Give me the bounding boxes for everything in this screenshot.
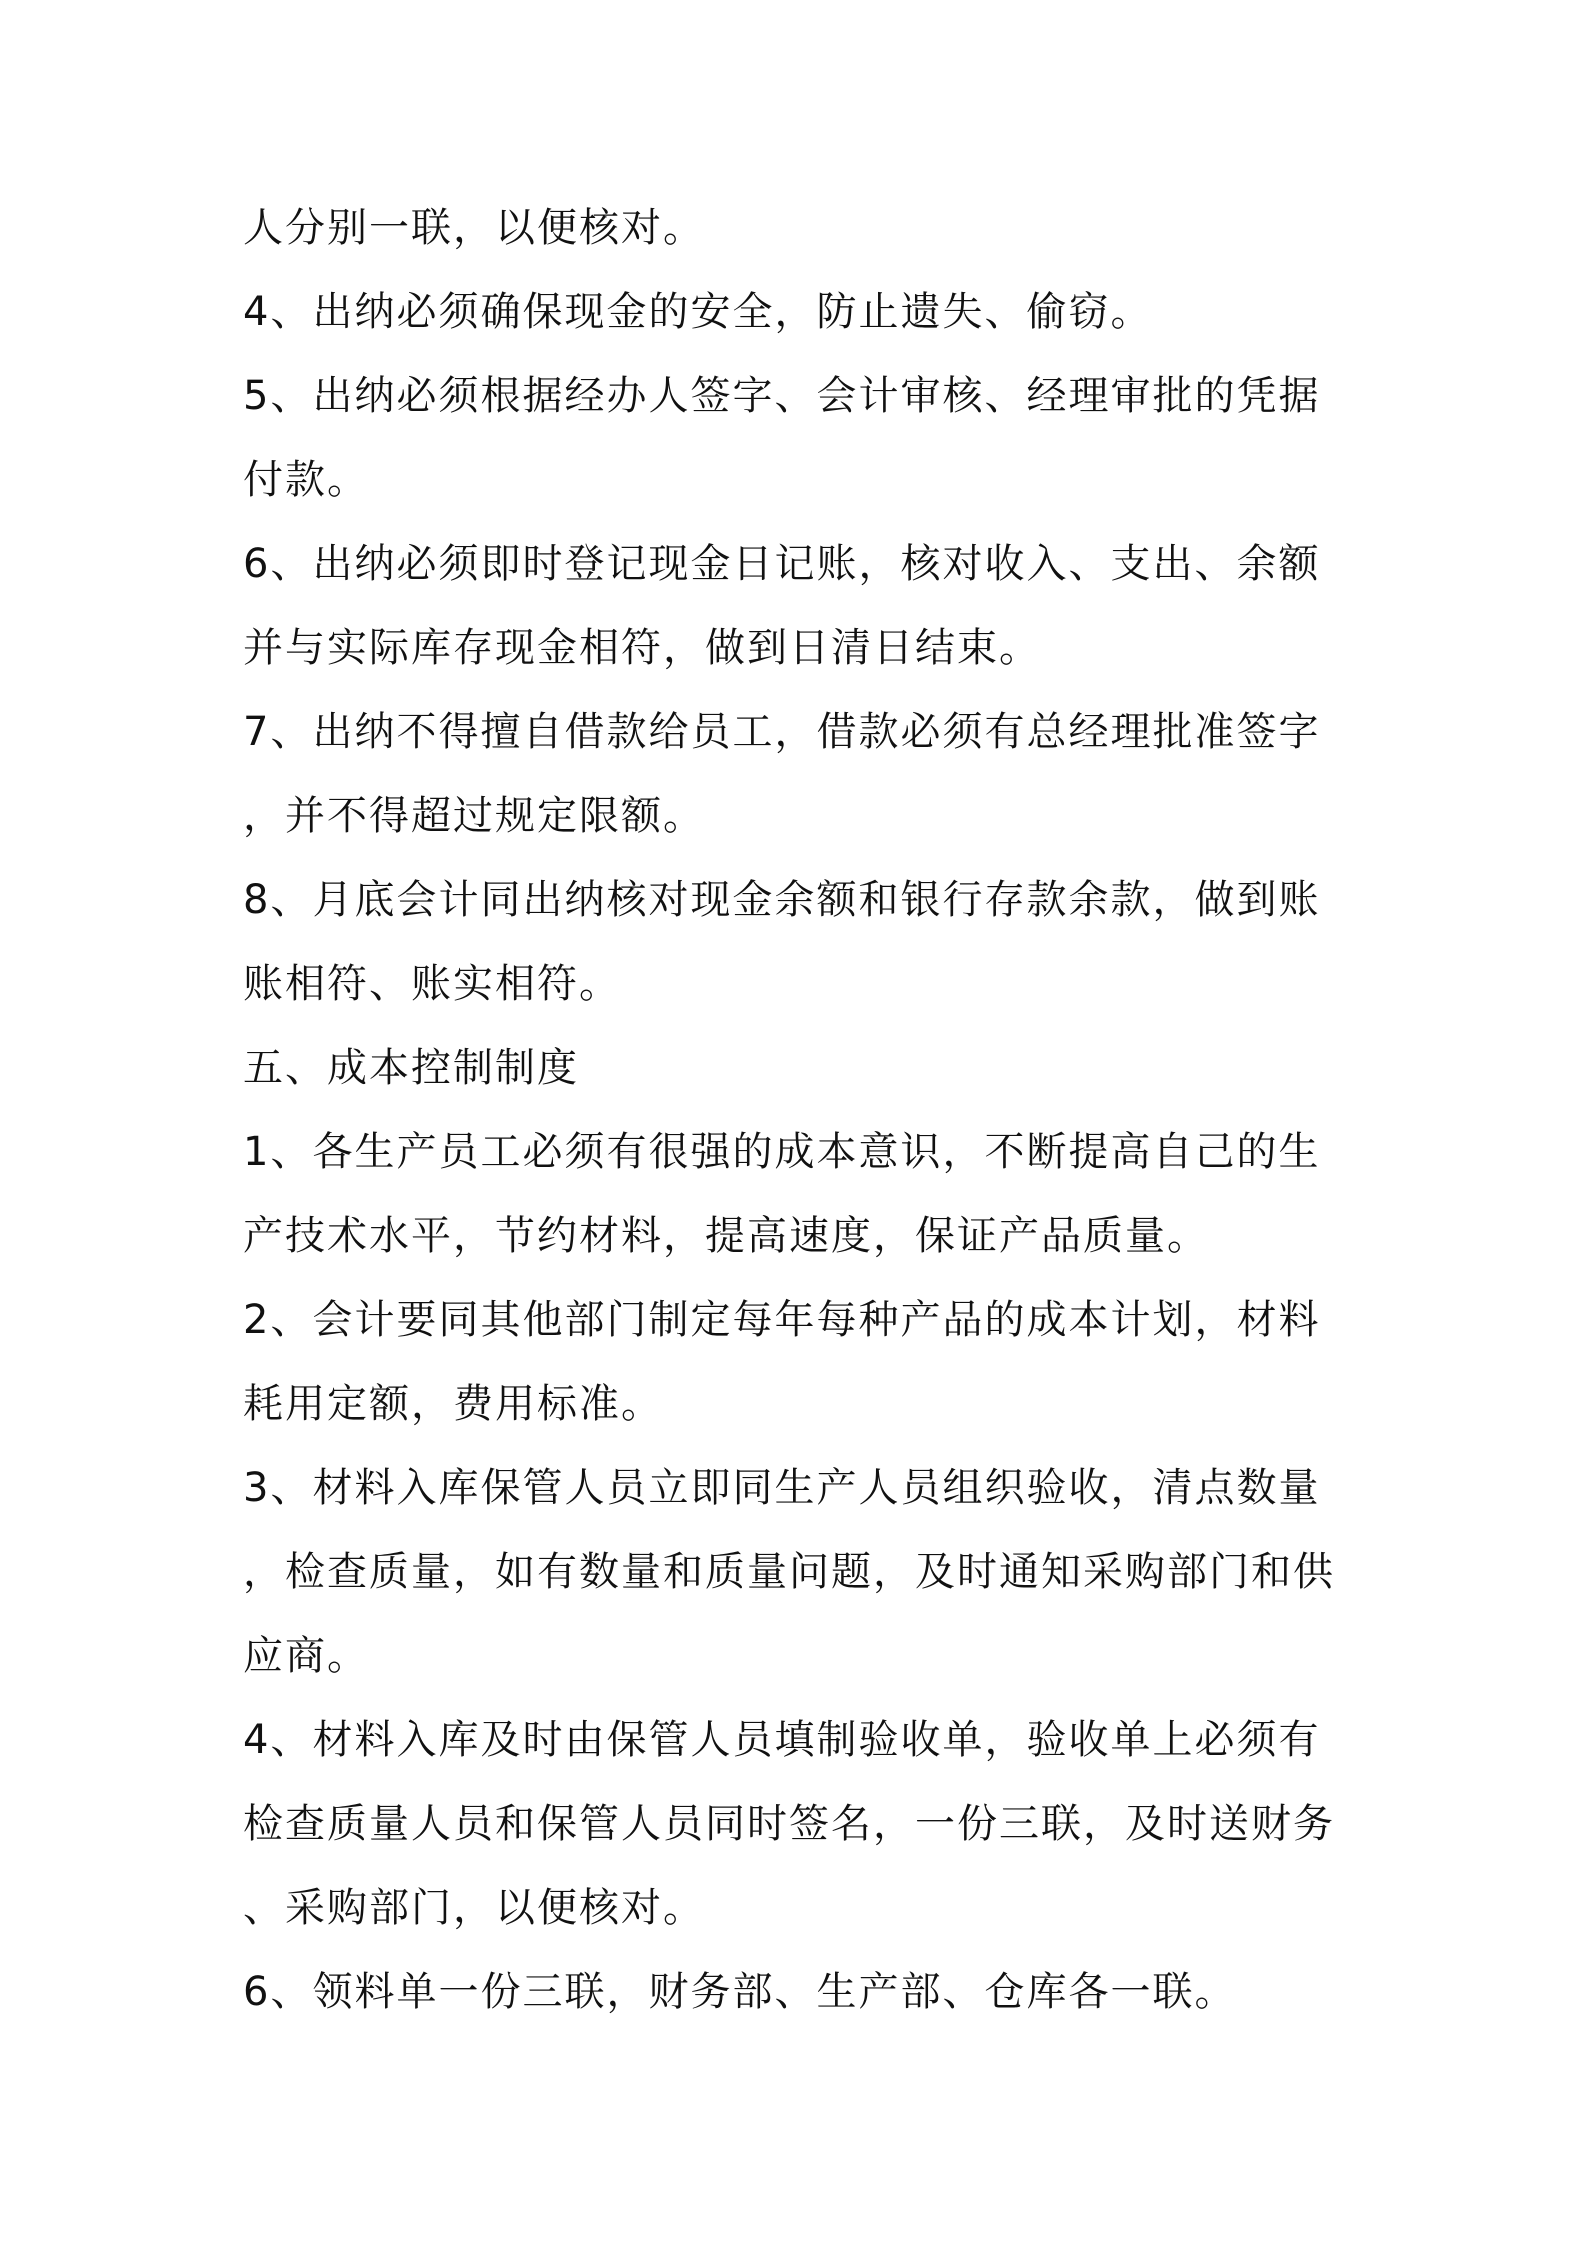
text-line: 6、出纳必须即时登记现金日记账，核对收入、支出、余额 [243,541,1321,587]
text-line: 6、领料单一份三联，财务部、生产部、仓库各一联。 [243,1969,1237,2015]
text-line: 并与实际库存现金相符，做到日清日结束。 [243,625,1041,671]
text-line: 耗用定额，费用标准。 [243,1381,663,1427]
text-line: ，并不得超过规定限额。 [243,793,705,839]
text-line: ，检查质量，如有数量和质量问题，及时通知采购部门和供 [243,1549,1335,1595]
text-line: 8、月底会计同出纳核对现金余额和银行存款余款，做到账 [243,877,1321,923]
text-line: 账相符、账实相符。 [243,961,621,1007]
text-line: 检查质量人员和保管人员同时签名，一份三联，及时送财务 [243,1801,1335,1847]
text-line: 人分别一联，以便核对。 [243,205,705,251]
text-line: 应商。 [243,1633,369,1679]
text-line: 7、出纳不得擅自借款给员工，借款必须有总经理批准签字 [243,709,1321,755]
section-heading: 五、成本控制制度 [243,1045,579,1091]
text-line: 3、材料入库保管人员立即同生产人员组织验收，清点数量 [243,1465,1321,1511]
text-line: 5、出纳必须根据经办人签字、会计审核、经理审批的凭据 [243,373,1321,419]
text-line: 付款。 [243,457,369,503]
text-line: 产技术水平，节约材料，提高速度，保证产品质量。 [243,1213,1209,1259]
text-line: 1、各生产员工必须有很强的成本意识，不断提高自己的生 [243,1129,1321,1175]
text-line: 4、出纳必须确保现金的安全，防止遗失、偷窃。 [243,289,1153,335]
text-line: 4、材料入库及时由保管人员填制验收单，验收单上必须有 [243,1717,1321,1763]
text-line: 、采购部门，以便核对。 [243,1885,705,1931]
text-line: 2、会计要同其他部门制定每年每种产品的成本计划，材料 [243,1297,1321,1343]
